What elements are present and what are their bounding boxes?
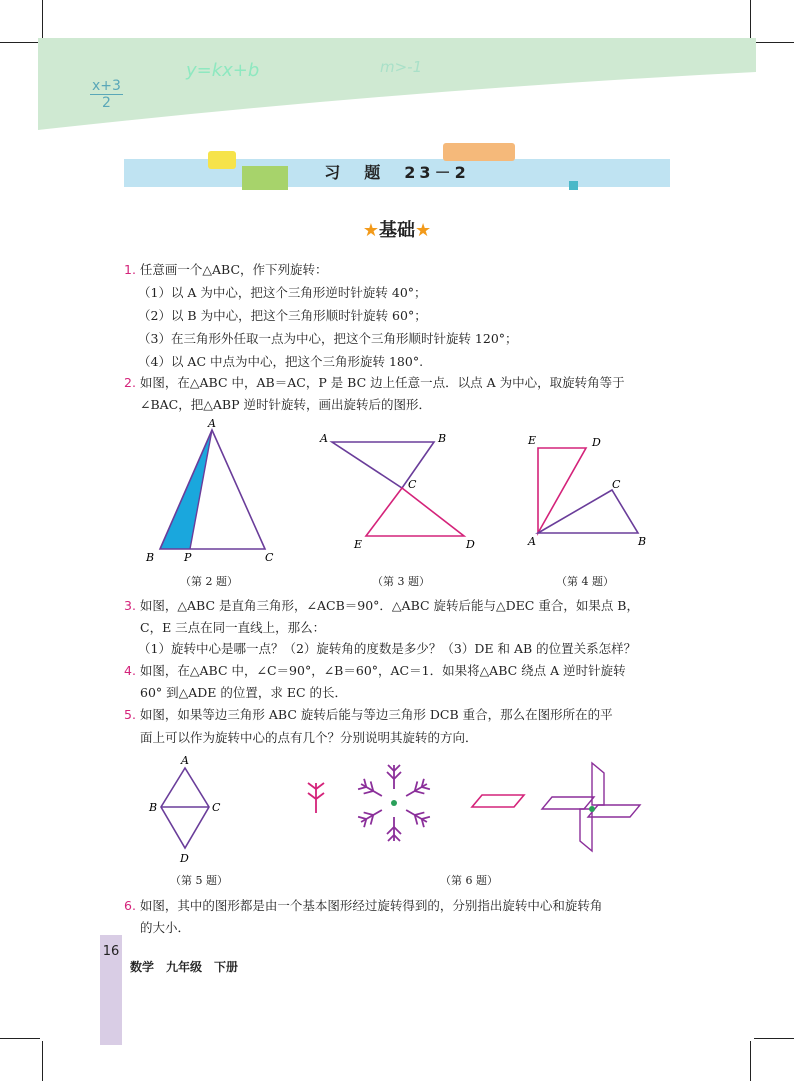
label-p: P bbox=[184, 551, 192, 564]
rotation-center-dot bbox=[391, 800, 397, 806]
triangle-ade bbox=[538, 448, 586, 533]
crop-mark bbox=[754, 42, 794, 43]
crop-mark bbox=[42, 0, 43, 40]
crop-mark bbox=[750, 0, 751, 40]
problem-line: 6. 如图，其中的图形都是由一个基本图形经过旋转得到的，分别指出旋转中心和旋转角 bbox=[124, 898, 603, 913]
caption-fig3: （第 3 题） bbox=[372, 575, 430, 588]
rhombus-abdc bbox=[161, 768, 209, 848]
star-icon: ★ bbox=[362, 220, 379, 241]
problem-line: 2. 如图，在△ABC 中，AB＝AC，P 是 BC 边上任意一点．以点 A 为中心，取旋转角等于 bbox=[124, 375, 625, 390]
parallelogram-motif bbox=[472, 795, 524, 807]
triangle-dec-3 bbox=[366, 488, 464, 536]
label-d: D bbox=[592, 436, 601, 449]
problem-line: （2）以 B 为中心，把这个三角形顺时针旋转 60°； bbox=[138, 308, 427, 323]
caption-fig2: （第 2 题） bbox=[180, 575, 238, 588]
label-a: A bbox=[320, 432, 328, 445]
label-d: D bbox=[180, 852, 189, 865]
label-e: E bbox=[528, 434, 537, 447]
problem-line: 的大小． bbox=[140, 920, 191, 935]
label-c: C bbox=[212, 801, 221, 814]
label-e: E bbox=[354, 538, 363, 551]
label-a: A bbox=[528, 535, 536, 548]
star-icon: ★ bbox=[415, 220, 432, 241]
label-b: B bbox=[638, 535, 647, 548]
problem-line: （1）旋转中心是哪一点？（2）旋转角的度数是多少？（3）DE 和 AB 的位置关系怎样？ bbox=[138, 641, 637, 656]
problem-line: 60° 到△ADE 的位置，求 EC 的长． bbox=[140, 685, 348, 700]
triangle-abc-3 bbox=[332, 442, 434, 488]
label-b: B bbox=[438, 432, 447, 445]
label-b: B bbox=[149, 801, 158, 814]
header-banner bbox=[38, 38, 756, 138]
problem-line: 3. 如图，△ABC 是直角三角形，∠ACB＝90°．△ABC 旋转后能与△DEC 重合，如果点 B， bbox=[124, 598, 639, 613]
problem-line: （4）以 AC 中点为中心，把这个三角形旋转 180°. bbox=[138, 354, 424, 369]
figure-4 bbox=[522, 430, 662, 550]
banner-formula-inequality: m>-1 bbox=[380, 58, 423, 76]
figure-3 bbox=[318, 428, 488, 552]
footer-book-title: 数学 九年级 下册 bbox=[130, 960, 239, 974]
section-heading bbox=[0, 216, 794, 242]
figure-2 bbox=[140, 415, 290, 565]
crop-mark bbox=[0, 42, 40, 43]
page-number: 16 bbox=[102, 944, 120, 959]
rotation-center-dot bbox=[589, 806, 595, 812]
problem-line: 5. 如图，如果等边三角形 ABC 旋转后能与等边三角形 DCB 重合，那么在图形所在的平 bbox=[124, 707, 613, 722]
label-a: A bbox=[208, 417, 216, 430]
problem-line: 4. 如图，在△ABC 中，∠C＝90°，∠B＝60°，AC＝1．如果将△ABC 绕点 A 逆时针旋转 bbox=[124, 663, 626, 678]
branch-motif-icon bbox=[308, 783, 324, 813]
problem-line: （3）在三角形外任取一点为中心，把这个三角形顺时针旋转 120°； bbox=[138, 331, 518, 346]
label-c: C bbox=[408, 478, 417, 491]
banner-formula-linear: y=kx+b bbox=[186, 60, 260, 81]
page-title: 习 题 23－2 bbox=[324, 163, 470, 182]
label-d: D bbox=[466, 538, 475, 551]
label-a: A bbox=[181, 754, 189, 767]
problem-line: ∠BAC，把△ABP 逆时针旋转，画出旋转后的图形． bbox=[140, 397, 431, 412]
crop-mark bbox=[42, 1041, 43, 1081]
crop-mark bbox=[0, 1038, 40, 1039]
crop-mark bbox=[754, 1038, 794, 1039]
caption-fig6: （第 6 题） bbox=[440, 874, 498, 887]
banner-formula-fraction: x+3 2 bbox=[92, 78, 121, 111]
problem-line: 面上可以作为旋转中心的点有几个？分别说明其旋转的方向． bbox=[140, 730, 478, 745]
crop-mark bbox=[750, 1041, 751, 1081]
label-c: C bbox=[612, 478, 621, 491]
figure-6 bbox=[296, 755, 656, 870]
label-c: C bbox=[265, 551, 274, 564]
figure-5 bbox=[145, 752, 235, 870]
caption-fig5: （第 5 题） bbox=[170, 874, 228, 887]
problem-line: 1. 任意画一个△ABC，作下列旋转： bbox=[124, 262, 328, 277]
section-label: 基础 bbox=[379, 220, 415, 241]
caption-fig4: （第 4 题） bbox=[556, 575, 614, 588]
triangle-abc-4 bbox=[538, 490, 638, 533]
problem-line: （1）以 A 为中心，把这个三角形逆时针旋转 40°； bbox=[138, 285, 427, 300]
label-b: B bbox=[146, 551, 155, 564]
problem-line: C，E 三点在同一直线上，那么： bbox=[140, 620, 326, 635]
